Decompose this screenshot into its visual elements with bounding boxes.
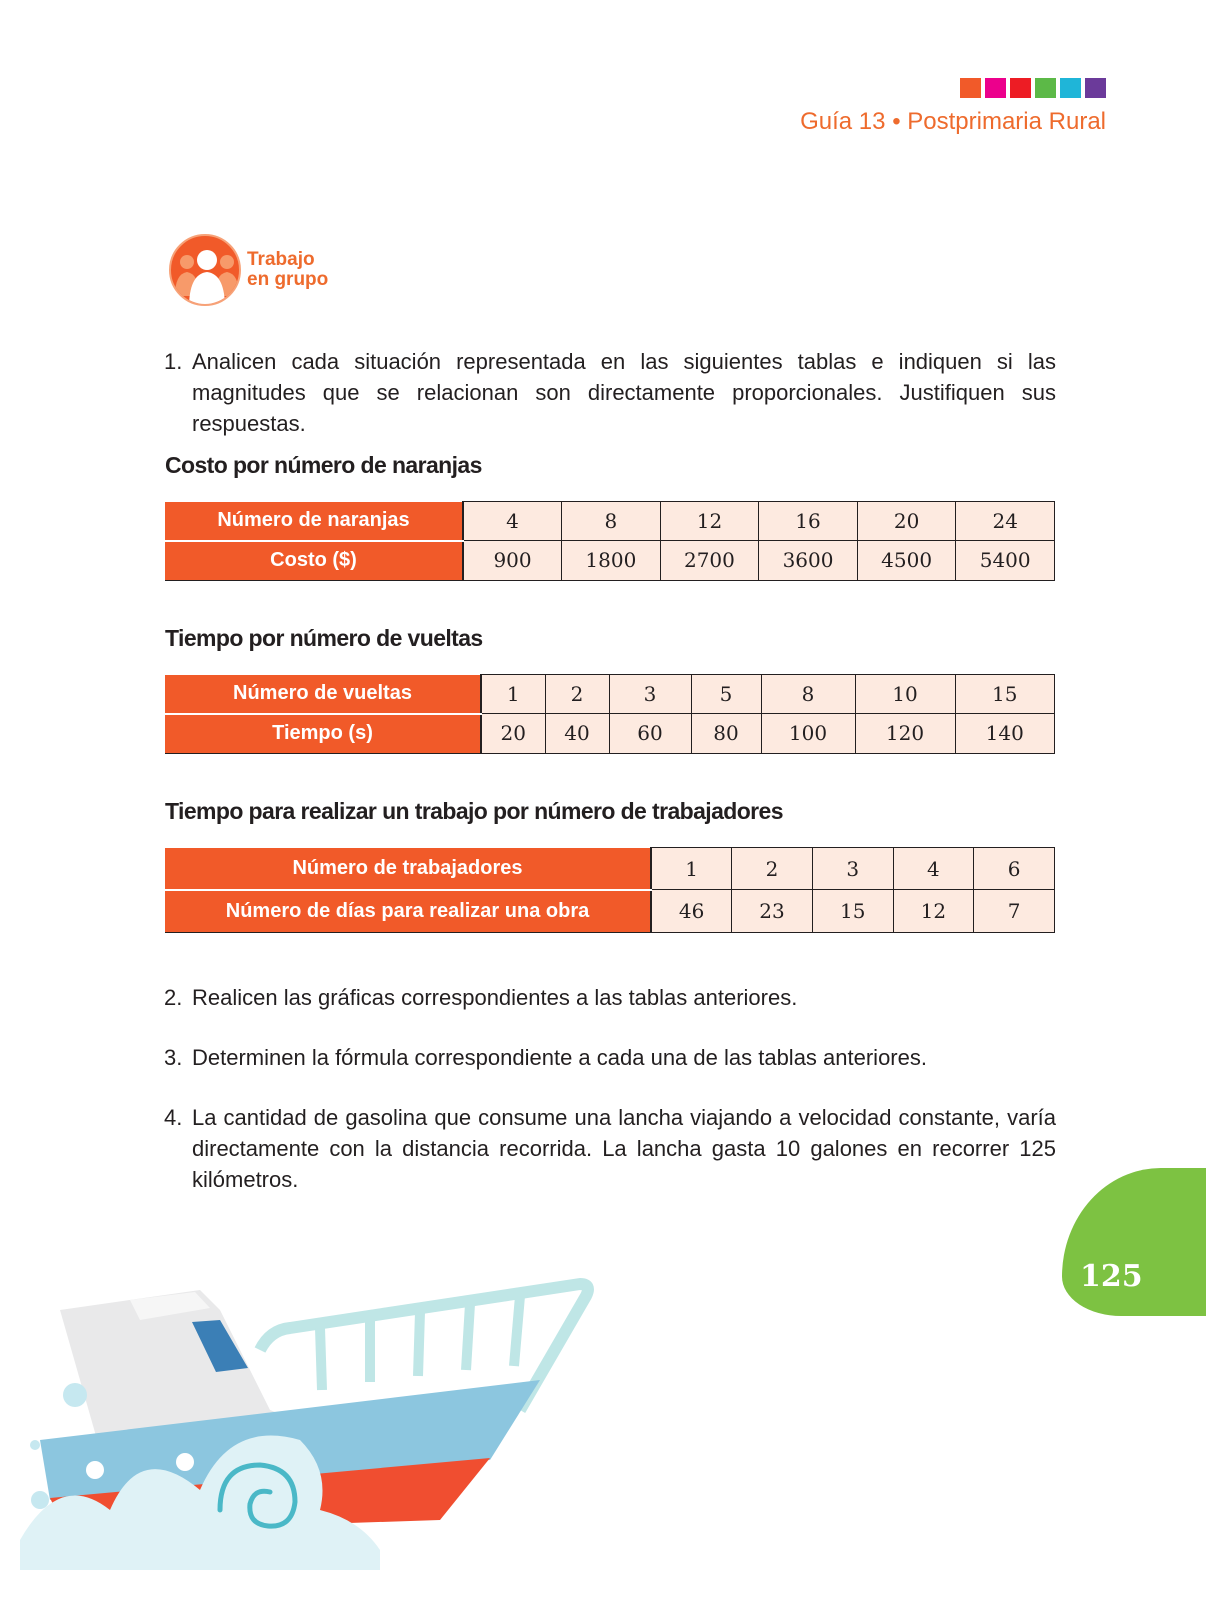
group-work-badge <box>169 234 349 310</box>
row-header: Número de naranjas <box>165 502 463 541</box>
color-strip <box>960 78 1106 98</box>
running-head <box>800 108 1106 136</box>
row-header: Número de días para realizar una obra <box>165 890 651 933</box>
series-name: Postprimaria Rural <box>907 108 1106 135</box>
color-swatch <box>1060 78 1081 98</box>
question-1 <box>164 346 1056 439</box>
table-cell: 6 <box>974 848 1055 890</box>
badge-line-2: en grupo <box>247 269 329 290</box>
table-cell: 20 <box>481 714 545 754</box>
table-cell: 3 <box>609 675 691 714</box>
table-title: Tiempo por número de vueltas <box>165 625 483 651</box>
table-row <box>165 502 1055 541</box>
page-number: 125 <box>1080 1259 1143 1294</box>
speedboat-illustration <box>20 1270 600 1570</box>
badge-line-1: Trabajo <box>247 249 315 270</box>
table-cell: 12 <box>893 890 974 933</box>
table-cell: 10 <box>855 675 955 714</box>
table-cell: 1 <box>651 848 732 890</box>
question-text: Analicen cada situación representada en las siguientes tablas e indiquen si las magnitudes que se relacionan son directamente proporcionales. Justifiquen sus respuestas. <box>192 349 1056 436</box>
question-text: La cantidad de gasolina que consume una lancha viajando a velocidad constante, varía directamente con la distancia recorrida. La lancha gasta 10 galones en recorrer 125 kilómetros. <box>192 1105 1056 1192</box>
question-text: Determinen la fórmula correspondiente a cada una de las tablas anteriores. <box>192 1045 927 1070</box>
table-cell: 900 <box>463 541 562 581</box>
table-cell: 4 <box>463 502 562 541</box>
table-cell: 8 <box>761 675 855 714</box>
table-cell: 8 <box>562 502 661 541</box>
table-cell: 23 <box>732 890 813 933</box>
separator-bullet: • <box>892 108 901 135</box>
table-cell: 1800 <box>562 541 661 581</box>
table-cell: 80 <box>691 714 761 754</box>
table-cell: 46 <box>651 890 732 933</box>
table-row <box>165 848 1055 890</box>
question-3 <box>164 1042 1056 1073</box>
table-cell: 5 <box>691 675 761 714</box>
table-cell: 1 <box>481 675 545 714</box>
table-row <box>165 541 1055 581</box>
table-cell: 15 <box>812 890 893 933</box>
table-cell: 3600 <box>759 541 858 581</box>
question-text: Realicen las gráficas correspondientes a las tablas anteriores. <box>192 985 798 1010</box>
table-cell: 40 <box>545 714 609 754</box>
group-people-icon <box>169 234 241 306</box>
color-swatch <box>1035 78 1056 98</box>
row-header: Costo ($) <box>165 541 463 581</box>
guide-number: Guía 13 <box>800 108 886 135</box>
table-cell: 100 <box>761 714 855 754</box>
table-cell: 2700 <box>660 541 759 581</box>
table-cell: 4 <box>893 848 974 890</box>
color-swatch <box>1085 78 1106 98</box>
table-cell: 16 <box>759 502 858 541</box>
question-2 <box>164 982 1056 1013</box>
table-cell: 24 <box>956 502 1055 541</box>
table-title: Tiempo para realizar un trabajo por número de trabajadores <box>165 798 783 824</box>
table-cell: 2 <box>545 675 609 714</box>
table-cell: 5400 <box>956 541 1055 581</box>
table-cell: 12 <box>660 502 759 541</box>
table-title: Costo por número de naranjas <box>165 452 482 478</box>
question-4 <box>164 1102 1056 1195</box>
table-row <box>165 890 1055 933</box>
question-number: 4. <box>164 1105 183 1130</box>
table-cell: 120 <box>855 714 955 754</box>
laps-time-table <box>165 674 1055 754</box>
table-cell: 3 <box>812 848 893 890</box>
color-swatch <box>1010 78 1031 98</box>
color-swatch <box>985 78 1006 98</box>
table-cell: 60 <box>609 714 691 754</box>
table-cell: 4500 <box>857 541 956 581</box>
table-cell: 140 <box>955 714 1055 754</box>
oranges-cost-table <box>165 501 1055 581</box>
row-header: Tiempo (s) <box>165 714 481 754</box>
color-swatch <box>960 78 981 98</box>
row-header: Número de vueltas <box>165 675 481 714</box>
badge-label <box>247 250 328 290</box>
table-row <box>165 714 1055 754</box>
question-number: 1. <box>164 349 183 374</box>
question-number: 3. <box>164 1045 183 1070</box>
table-cell: 15 <box>955 675 1055 714</box>
workers-days-table <box>165 847 1055 933</box>
row-header: Número de trabajadores <box>165 848 651 890</box>
question-number: 2. <box>164 985 183 1010</box>
table-cell: 7 <box>974 890 1055 933</box>
table-cell: 2 <box>732 848 813 890</box>
table-row <box>165 675 1055 714</box>
table-cell: 20 <box>857 502 956 541</box>
